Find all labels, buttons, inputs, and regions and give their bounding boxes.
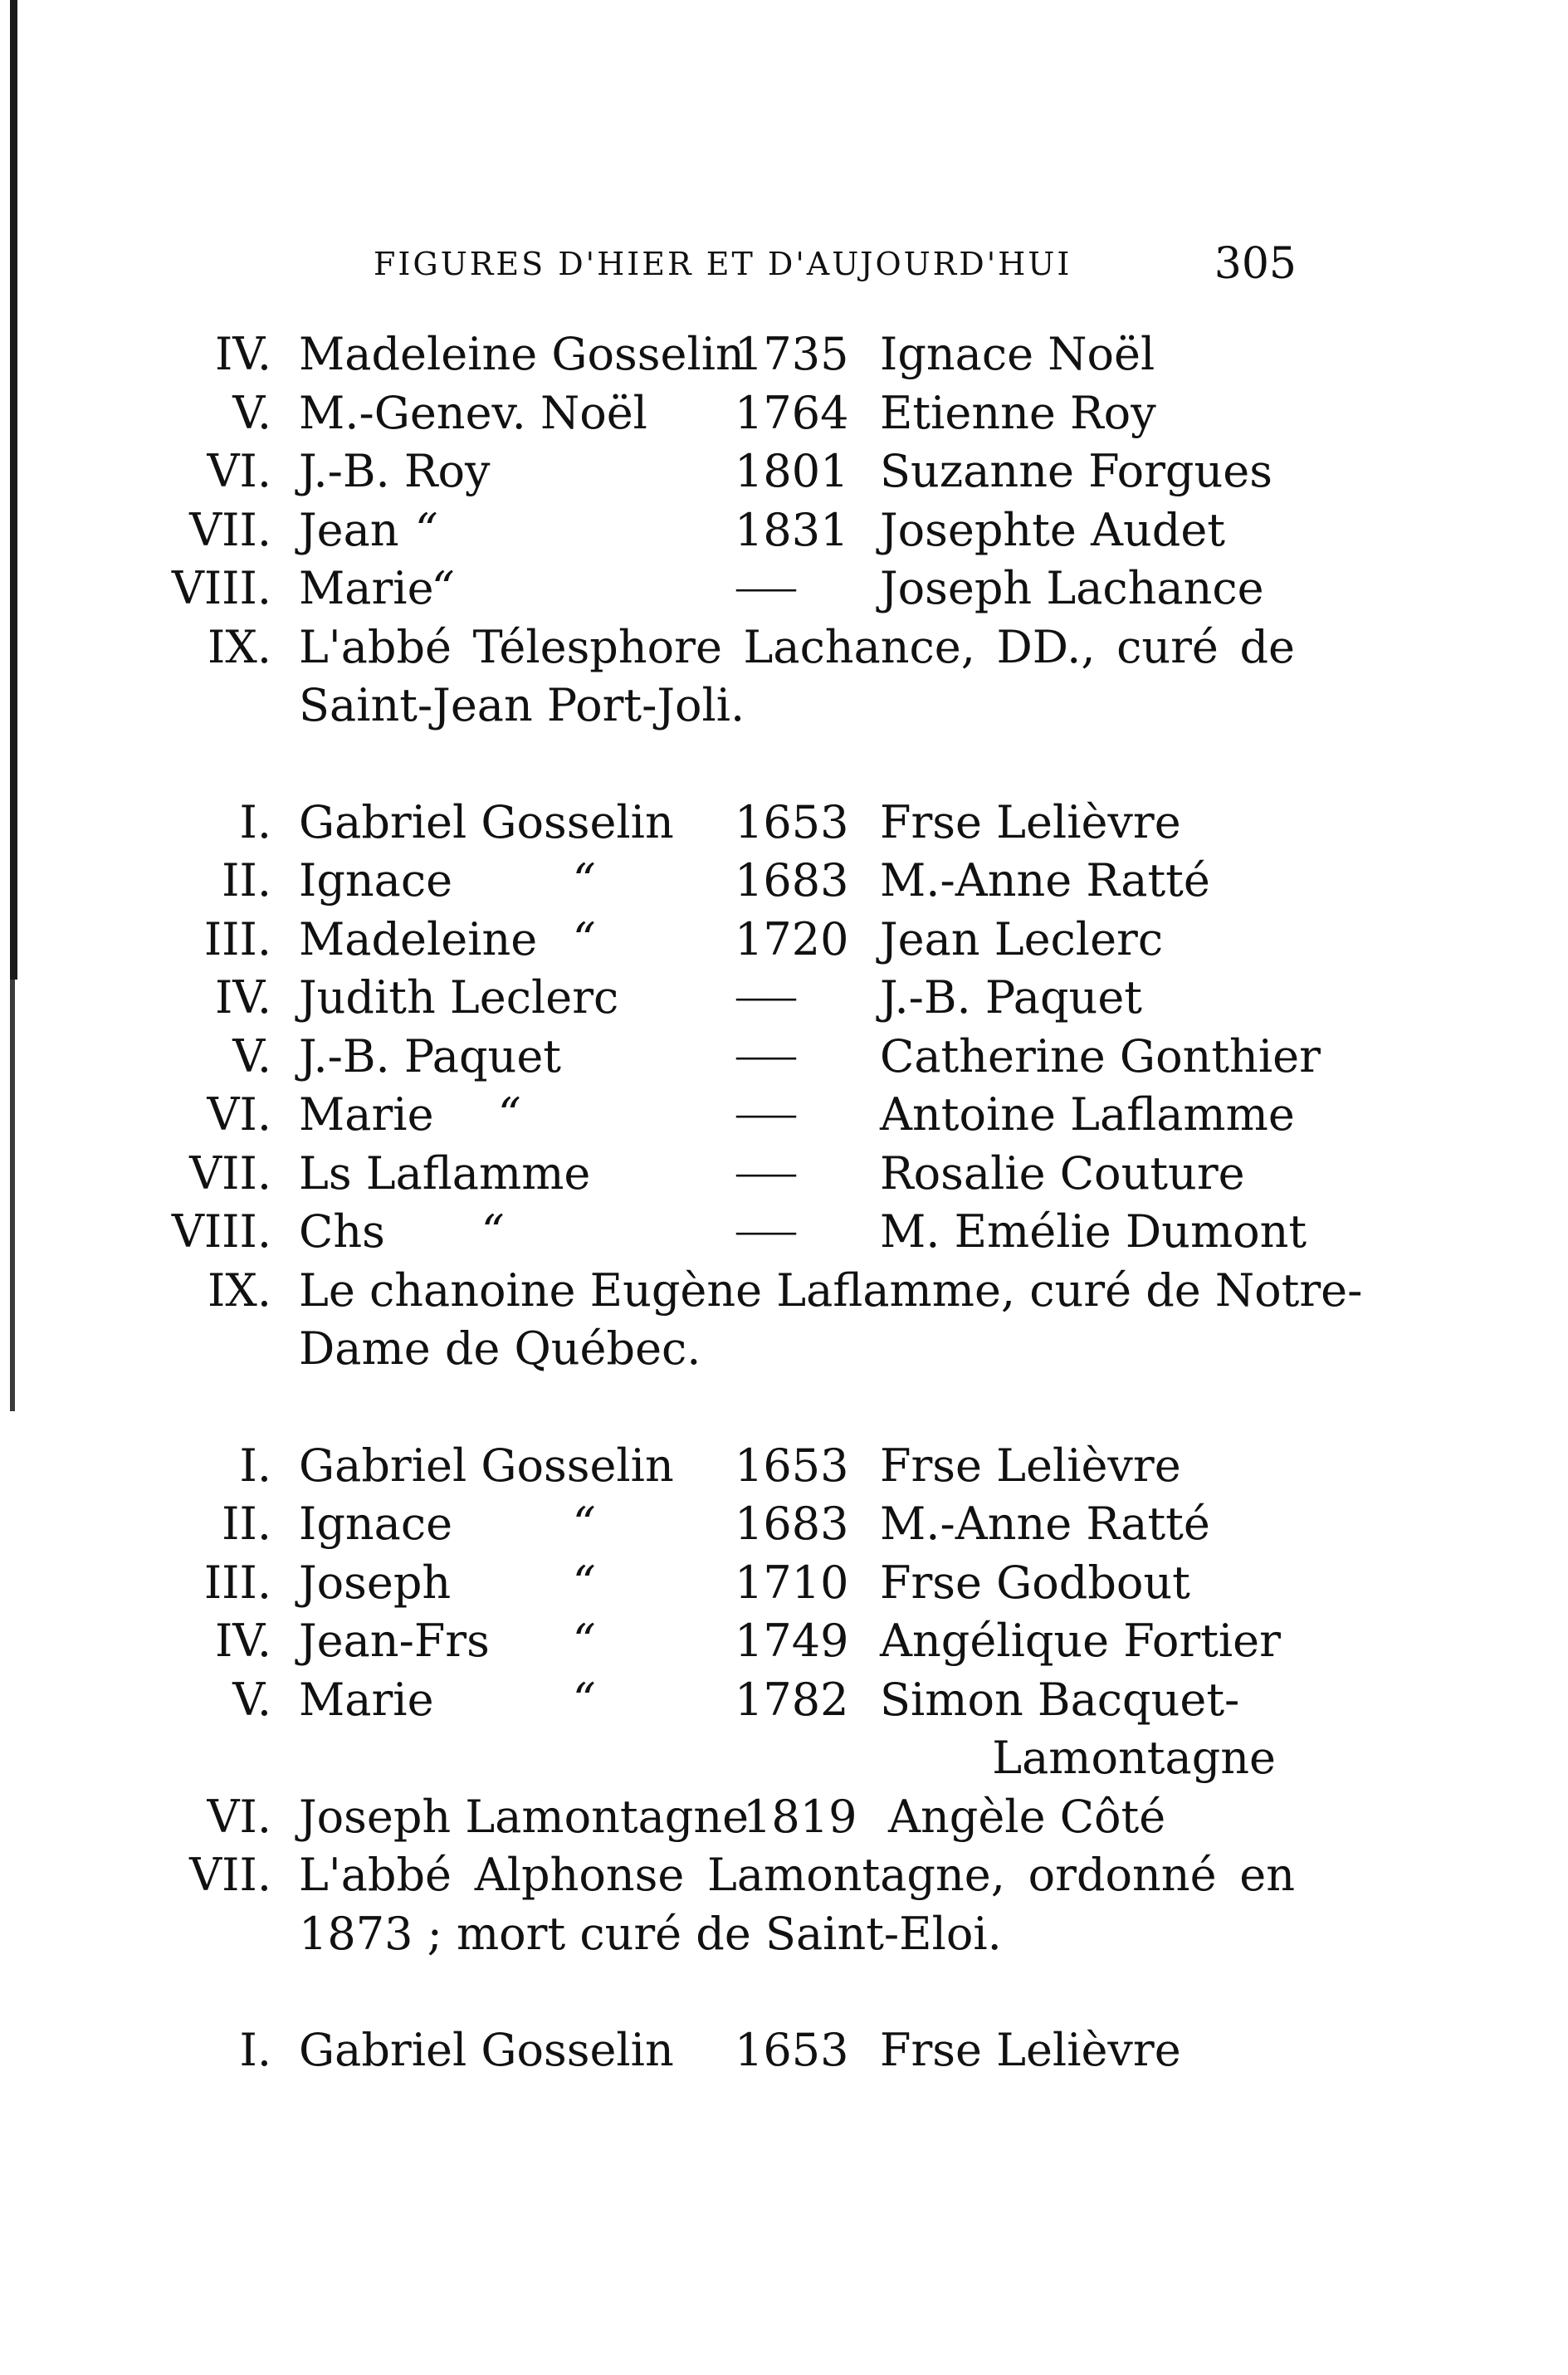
lineage-row xyxy=(0,1086,1568,1145)
lineage-row xyxy=(0,384,1568,443)
marriage-year: 1653 xyxy=(735,2024,849,2076)
lineage-row xyxy=(0,2021,1568,2080)
descendant-name: Marie xyxy=(299,562,434,614)
descendant-name: Judith Leclerc xyxy=(299,971,619,1024)
descendant-name: Marie xyxy=(299,1088,434,1141)
spouse-name: Joseph Lachance xyxy=(880,562,1264,614)
spouse-name: Simon Bacquet- xyxy=(880,1673,1240,1726)
generation-number: IV. xyxy=(214,1615,271,1667)
marriage-year: 1819 xyxy=(743,1790,857,1843)
lineage-row xyxy=(0,1028,1568,1087)
lineage-block xyxy=(0,325,1568,735)
marriage-year: 1735 xyxy=(735,328,849,380)
lineage-row xyxy=(0,852,1568,911)
generation-number: VIII. xyxy=(171,1205,271,1258)
continuation-row xyxy=(0,1729,1568,1788)
generation-number: II. xyxy=(222,854,271,907)
marriage-year: 1653 xyxy=(735,1439,849,1492)
lineage-row xyxy=(0,911,1568,970)
descendant-name: Ignace xyxy=(299,1498,453,1550)
spouse-name: Etienne Roy xyxy=(880,386,1156,439)
lineage-row xyxy=(0,560,1568,618)
page-number: 305 xyxy=(1214,239,1297,289)
lineage-row xyxy=(0,1612,1568,1671)
generation-number: IV. xyxy=(214,971,271,1024)
descendant-name: Marie xyxy=(299,1673,434,1726)
generation-number: VII. xyxy=(189,1849,271,1901)
spouse-name: Ignace Noël xyxy=(880,328,1155,380)
ditto-mark: “ xyxy=(573,912,596,965)
marriage-year: 1720 xyxy=(735,912,849,965)
marriage-year-dash: —— xyxy=(735,1096,794,1134)
generation-number: IX. xyxy=(208,1263,271,1317)
marriage-year-dash: —— xyxy=(735,1154,794,1193)
note-line-1: L'abbé Télesphore Lachance, DD., curé de xyxy=(299,620,1295,673)
spouse-name: Catherine Gonthier xyxy=(880,1029,1321,1082)
spouse-name: Frse Godbout xyxy=(880,1556,1190,1609)
descendant-name: Jean xyxy=(299,503,399,556)
lineage-row xyxy=(0,1437,1568,1496)
ditto-mark: “ xyxy=(432,562,455,614)
ditto-mark: “ xyxy=(573,1556,596,1609)
lineage-row xyxy=(0,325,1568,384)
generation-number: V. xyxy=(232,386,271,439)
genealogy-content xyxy=(0,325,1568,2138)
spouse-name: Frse Lelièvre xyxy=(880,1439,1181,1492)
generation-number: II. xyxy=(222,1498,271,1550)
spouse-name: M.-Anne Ratté xyxy=(880,1498,1210,1550)
note-row xyxy=(0,618,1568,677)
lineage-row xyxy=(0,1671,1568,1730)
descendant-name: Gabriel Gosselin xyxy=(299,1439,674,1492)
lineage-block xyxy=(0,2021,1568,2080)
spouse-name: Suzanne Forgues xyxy=(880,445,1272,497)
descendant-name: Ignace xyxy=(299,854,453,907)
lineage-row xyxy=(0,442,1568,501)
ditto-mark: “ xyxy=(573,1673,596,1726)
note-row xyxy=(0,1846,1568,1905)
ditto-mark: “ xyxy=(481,1205,505,1258)
page-header xyxy=(374,239,1297,289)
note-line-2: 1873 ; mort curé de Saint-Eloi. xyxy=(299,1907,1002,1960)
generation-number: VII. xyxy=(189,503,271,556)
ditto-mark: “ xyxy=(498,1088,521,1141)
descendant-name: J.-B. Paquet xyxy=(299,1029,561,1082)
generation-number: IX. xyxy=(208,620,271,673)
generation-number: V. xyxy=(232,1673,271,1726)
ditto-mark: “ xyxy=(573,854,596,907)
marriage-year: 1782 xyxy=(735,1673,849,1726)
lineage-row xyxy=(0,1554,1568,1613)
marriage-year: 1683 xyxy=(735,854,849,907)
lineage-row xyxy=(0,1203,1568,1262)
descendant-name: Joseph xyxy=(299,1556,452,1609)
descendant-name: Joseph Lamontagne xyxy=(299,1790,750,1843)
lineage-row xyxy=(0,501,1568,560)
marriage-year-dash: —— xyxy=(735,979,794,1017)
spouse-name: Frse Lelièvre xyxy=(880,2024,1181,2076)
marriage-year: 1801 xyxy=(735,445,849,497)
lineage-block xyxy=(0,1437,1568,1964)
note-row xyxy=(0,1262,1568,1321)
descendant-name: J.-B. Roy xyxy=(299,445,491,497)
marriage-year-dash: —— xyxy=(735,569,794,608)
note-line-1: L'abbé Alphonse Lamontagne, ordonné en xyxy=(299,1849,1295,1901)
generation-number: I. xyxy=(239,1439,271,1492)
ditto-mark: “ xyxy=(415,503,438,556)
lineage-row xyxy=(0,969,1568,1028)
note-row xyxy=(0,1320,1568,1379)
marriage-year: 1710 xyxy=(735,1556,849,1609)
note-row xyxy=(0,677,1568,735)
marriage-year: 1683 xyxy=(735,1498,849,1550)
spouse-name: M.-Anne Ratté xyxy=(880,854,1210,907)
ditto-mark: “ xyxy=(573,1498,596,1550)
spouse-name: M. Emélie Dumont xyxy=(880,1205,1307,1258)
spouse-name: J.-B. Paquet xyxy=(880,971,1142,1024)
marriage-year: 1749 xyxy=(735,1615,849,1667)
generation-number: III. xyxy=(203,1556,271,1609)
spouse-name: Jean Leclerc xyxy=(880,912,1164,965)
descendant-name: Jean-Frs xyxy=(299,1615,490,1667)
lineage-row xyxy=(0,1788,1568,1847)
spouse-name-continuation: Lamontagne xyxy=(992,1732,1276,1784)
generation-number: VII. xyxy=(189,1146,271,1200)
generation-number: VI. xyxy=(207,445,271,497)
note-line-1: Le chanoine Eugène Laflamme, curé de Notre- xyxy=(299,1263,1363,1317)
lineage-block xyxy=(0,794,1568,1379)
generation-number: VIII. xyxy=(171,562,271,614)
generation-number: I. xyxy=(239,2024,271,2076)
generation-number: I. xyxy=(239,795,271,848)
generation-number: VI. xyxy=(207,1790,271,1843)
generation-number: IV. xyxy=(214,328,271,380)
spouse-name: Rosalie Couture xyxy=(880,1146,1245,1200)
marriage-year-dash: —— xyxy=(735,1213,794,1251)
lineage-row xyxy=(0,1495,1568,1554)
descendant-name: M.-Genev. Noël xyxy=(299,386,647,439)
descendant-name: Ls Laflamme xyxy=(299,1146,591,1200)
running-title: FIGURES D'HIER ET D'AUJOURD'HUI xyxy=(374,246,1072,282)
note-line-2: Saint-Jean Port-Joli. xyxy=(299,679,745,731)
generation-number: VI. xyxy=(207,1088,271,1141)
spouse-name: Antoine Laflamme xyxy=(880,1088,1295,1141)
descendant-name: Madeleine Gosselin xyxy=(299,328,745,380)
spouse-name: Angélique Fortier xyxy=(880,1615,1281,1667)
descendant-name: Gabriel Gosselin xyxy=(299,2024,674,2076)
marriage-year: 1831 xyxy=(735,503,849,556)
spouse-name: Josephte Audet xyxy=(880,503,1225,556)
lineage-row xyxy=(0,1145,1568,1204)
descendant-name: Chs xyxy=(299,1205,385,1258)
generation-number: III. xyxy=(203,912,271,965)
note-row xyxy=(0,1905,1568,1964)
spouse-name: Angèle Côté xyxy=(888,1790,1166,1843)
generation-number: V. xyxy=(232,1029,271,1082)
note-line-2: Dame de Québec. xyxy=(299,1322,701,1375)
lineage-row xyxy=(0,794,1568,853)
descendant-name: Gabriel Gosselin xyxy=(299,795,674,848)
ditto-mark: “ xyxy=(573,1615,596,1667)
marriage-year-dash: —— xyxy=(735,1037,794,1076)
descendant-name: Madeleine xyxy=(299,912,538,965)
spouse-name: Frse Lelièvre xyxy=(880,795,1181,848)
marriage-year: 1764 xyxy=(735,386,849,439)
marriage-year: 1653 xyxy=(735,795,849,848)
